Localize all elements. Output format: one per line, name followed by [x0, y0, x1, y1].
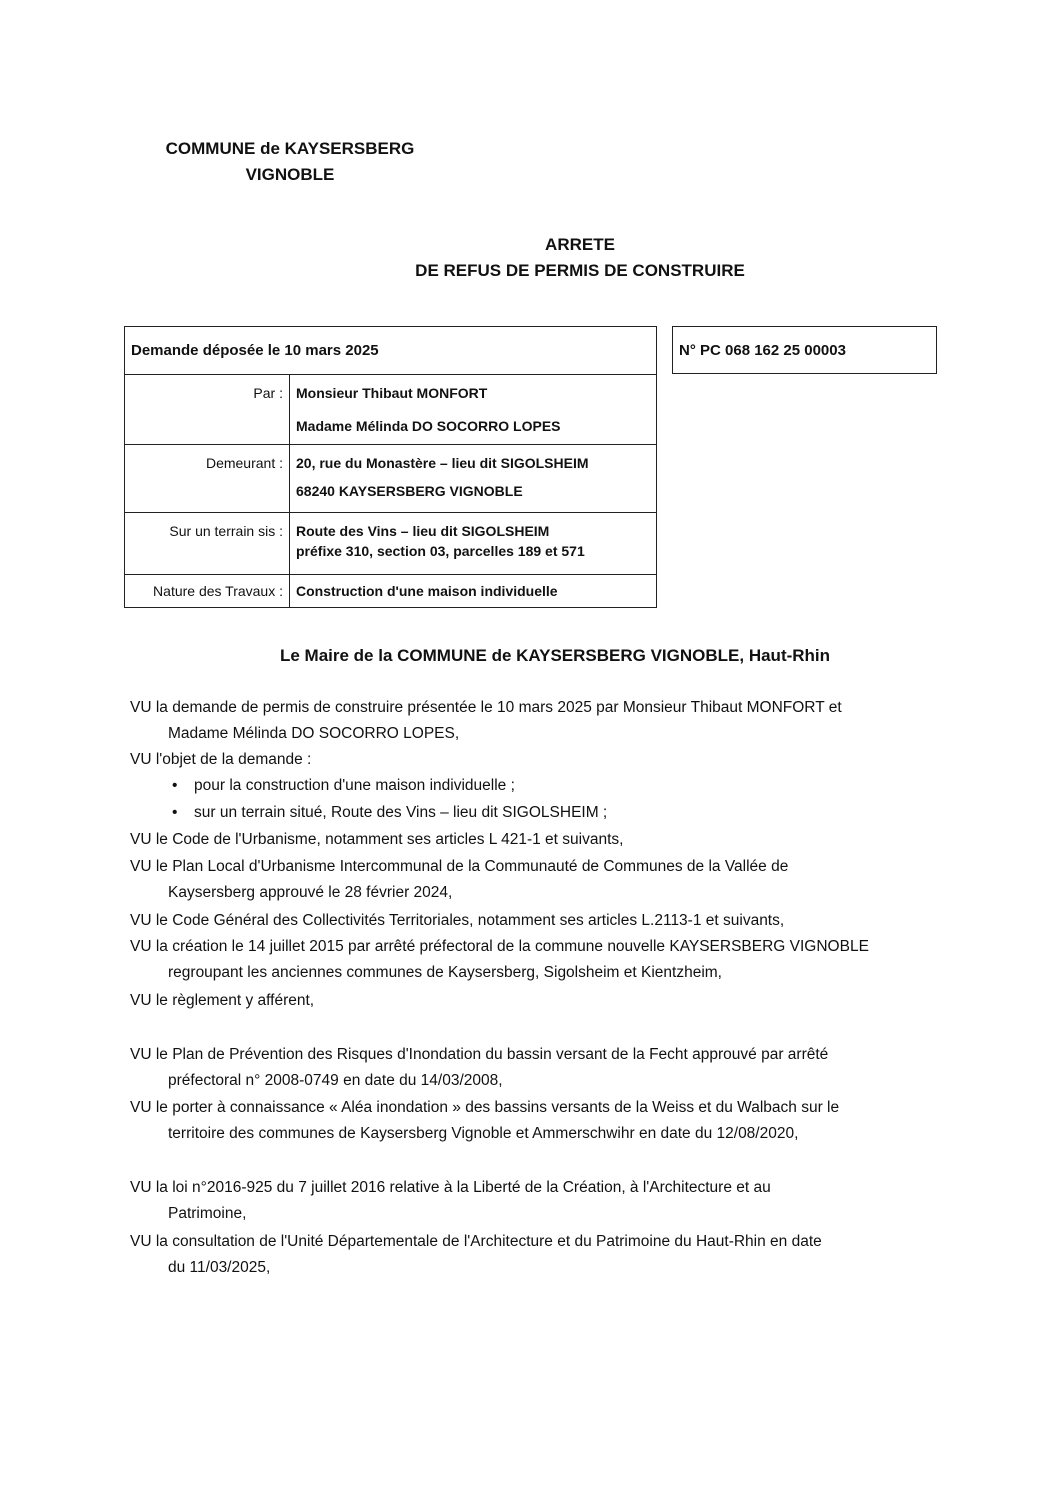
- title-line2: DE REFUS DE PERMIS DE CONSTRUIRE: [415, 261, 745, 280]
- bullet-symbol: •: [172, 777, 178, 794]
- commune-header: [160, 136, 420, 188]
- row-label: Par :: [253, 385, 283, 401]
- maire-heading: Le Maire de la COMMUNE de KAYSERSBERG VIGNOBLE, Haut-Rhin: [279, 646, 831, 665]
- vu-item: [130, 854, 938, 906]
- vu-item: [130, 747, 938, 773]
- vu-text: VU la consultation de l'Unité Départementale de l'Architecture et du Patrimoine du Haut-Rhin en date: [130, 1233, 822, 1250]
- demande-table: [124, 326, 657, 608]
- vu-text: VU le porter à connaissance « Aléa inondation » des bassins versants de la Weiss et du Walbach sur le: [130, 1099, 840, 1116]
- vu-item: [130, 1095, 938, 1147]
- row-nature: [125, 575, 656, 609]
- row-value: Construction d'une maison individuelle: [296, 583, 558, 599]
- row-value: 20, rue du Monastère – lieu dit SIGOLSHEIM: [296, 455, 589, 471]
- demande-heading: Demande déposée le 10 mars 2025: [125, 327, 656, 375]
- vu-text: VU le Plan de Prévention des Risques d'Inondation du bassin versant de la Fecht approuvé par arrêté: [130, 1046, 829, 1063]
- vu-text-cont: du 11/03/2025,: [168, 1259, 271, 1276]
- row-demeurant: [125, 445, 656, 513]
- vu-text-cont: Patrimoine,: [168, 1205, 247, 1222]
- row-value: 68240 KAYSERSBERG VIGNOBLE: [296, 483, 523, 499]
- vu-item: [130, 1042, 938, 1094]
- bullet-text: pour la construction d'une maison individuelle ;: [194, 777, 515, 794]
- vu-item: [130, 908, 938, 934]
- row-value: Madame Mélinda DO SOCORRO LOPES: [296, 418, 561, 434]
- commune-line2: VIGNOBLE: [245, 165, 335, 184]
- vu-item: [130, 1229, 938, 1281]
- vu-text: VU le Code Général des Collectivités Territoriales, notamment ses articles L.2113-1 et suivants,: [130, 912, 785, 929]
- row-par: [125, 375, 656, 445]
- vu-item: [130, 934, 938, 986]
- vu-text: VU la loi n°2016-925 du 7 juillet 2016 relative à la Liberté de la Création, à l'Architecture et au: [130, 1179, 771, 1196]
- vu-item: [130, 827, 938, 853]
- bullet-symbol: •: [172, 804, 178, 821]
- row-value: préfixe 310, section 03, parcelles 189 et 571: [296, 543, 585, 559]
- vu-text: VU l'objet de la demande :: [130, 751, 312, 768]
- title-line1: ARRETE: [545, 235, 615, 254]
- row-terrain: [125, 513, 656, 575]
- permit-number: N° PC 068 162 25 00003: [672, 326, 937, 374]
- vu-text-cont: regroupant les anciennes communes de Kaysersberg, Sigolsheim et Kientzheim,: [168, 964, 722, 981]
- row-value: Monsieur Thibaut MONFORT: [296, 385, 488, 401]
- vu-text-cont: Madame Mélinda DO SOCORRO LOPES,: [168, 725, 460, 742]
- row-label: Nature des Travaux :: [153, 583, 283, 599]
- commune-line1: COMMUNE de KAYSERSBERG: [165, 139, 415, 158]
- vu-item: [130, 695, 938, 747]
- vu-text: VU le Code de l'Urbanisme, notamment ses articles L 421-1 et suivants,: [130, 831, 624, 848]
- vu-text-cont: Kaysersberg approuvé le 28 février 2024,: [168, 884, 453, 901]
- vu-text-cont: territoire des communes de Kaysersberg Vignoble et Ammerschwihr en date du 12/08/2020,: [168, 1125, 799, 1142]
- bullet-text: sur un terrain situé, Route des Vins – lieu dit SIGOLSHEIM ;: [194, 804, 608, 821]
- vu-text-cont: préfectoral n° 2008-0749 en date du 14/03/2008,: [168, 1072, 503, 1089]
- document-title: [380, 232, 780, 284]
- row-label: Demeurant :: [205, 455, 283, 471]
- vu-text: VU la création le 14 juillet 2015 par arrêté préfectoral de la commune nouvelle KAYSERSBERG VIGNOBLE: [130, 938, 869, 955]
- vu-text: VU la demande de permis de construire présentée le 10 mars 2025 par Monsieur Thibaut MONFORT et: [130, 699, 842, 716]
- vu-item: [130, 1175, 938, 1227]
- vu-text: VU le règlement y afférent,: [130, 992, 315, 1009]
- vu-text: VU le Plan Local d'Urbanisme Intercommunal de la Communauté de Communes de la Vallée de: [130, 858, 789, 875]
- vu-item: [130, 988, 938, 1014]
- row-label: Sur un terrain sis :: [169, 523, 283, 539]
- row-value: Route des Vins – lieu dit SIGOLSHEIM: [296, 523, 550, 539]
